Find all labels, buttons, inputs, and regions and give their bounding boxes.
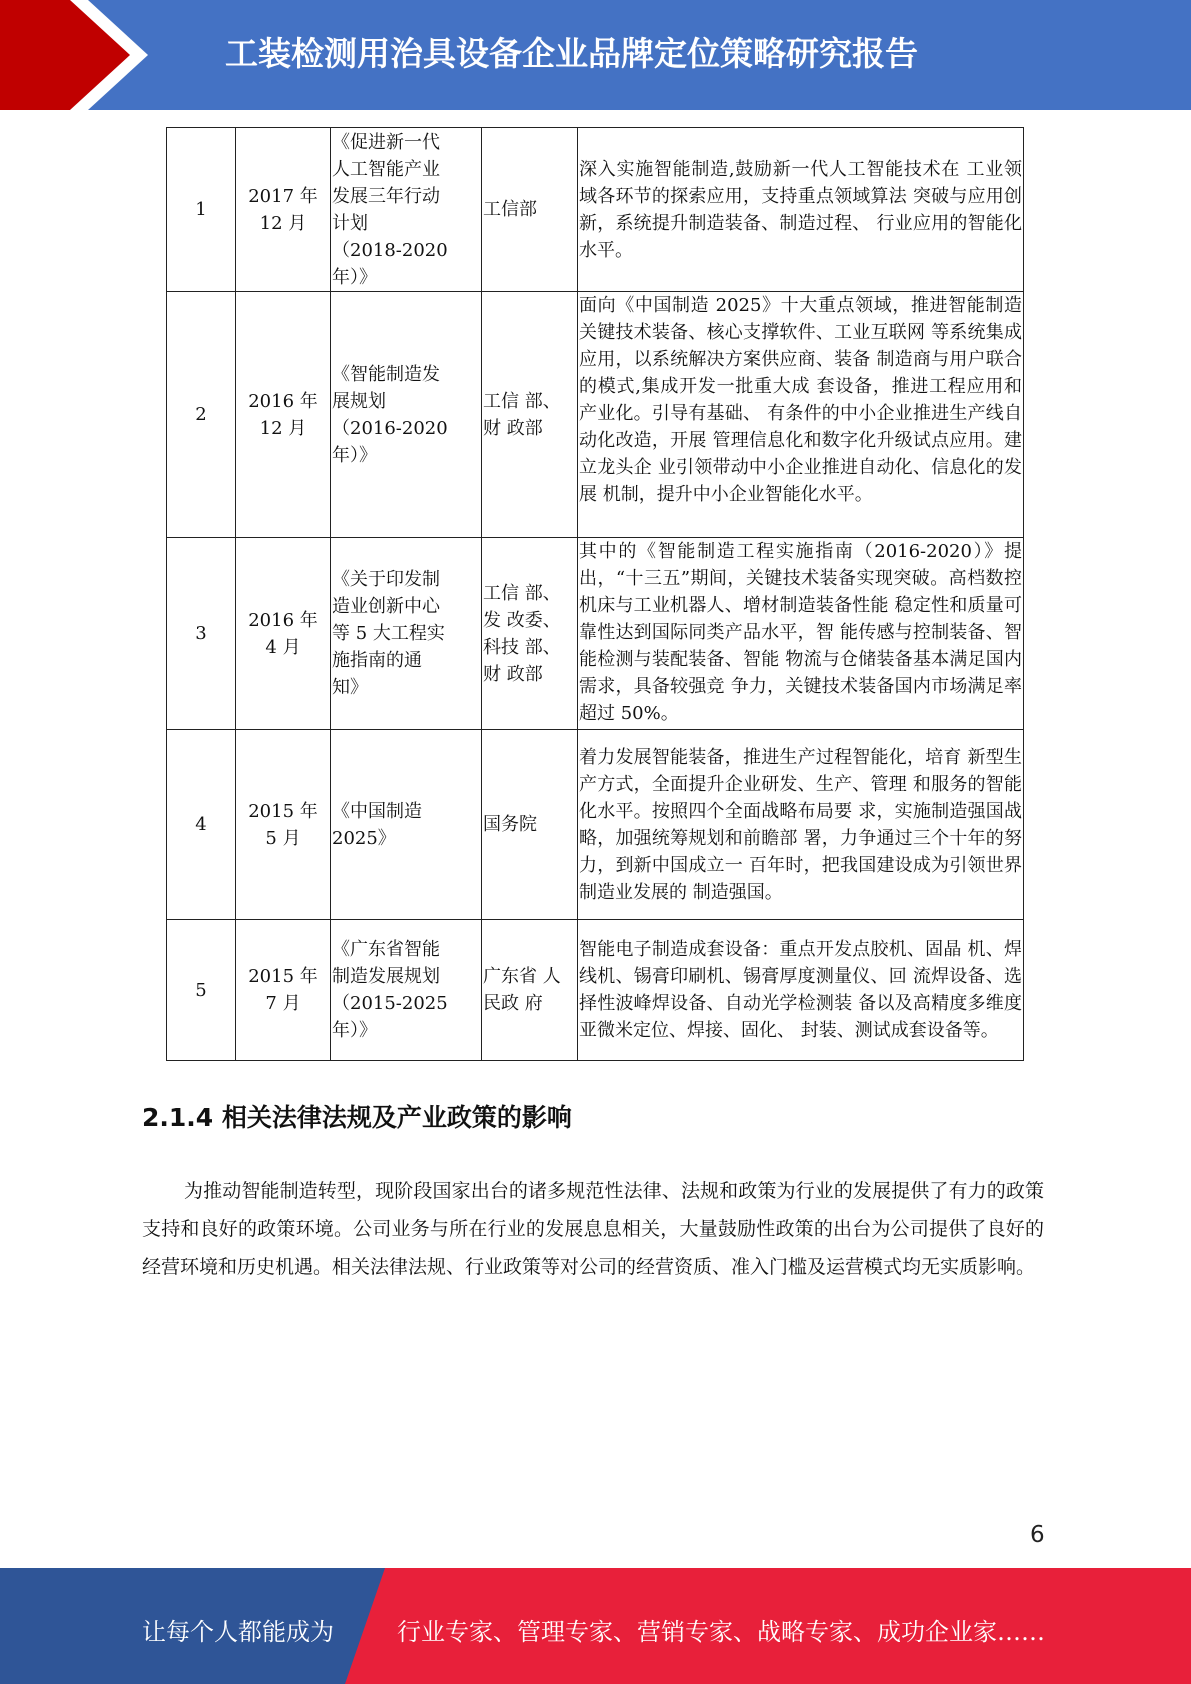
policy-description-cell: 智能电子制造成套设备：重点开发点胶机、固晶 机、焊线机、锡膏印刷机、锡膏厚度测量仪、回 流焊设备、选择性波峰焊设备、自动光学检测装 备以及高精度多维度亚微米定位、焊接、固化、 封装、测试成套设备等。 bbox=[578, 920, 1024, 1061]
cell-line: 2025》 bbox=[332, 827, 396, 849]
cell-line: 2015 年 bbox=[248, 966, 318, 987]
policy-name-cell bbox=[331, 920, 482, 1061]
policy-description-cell: 深入实施智能制造,鼓励新一代人工智能技术在 工业领域各环节的探索应用，支持重点领域算法 突破与应用创新，系统提升制造装备、制造过程、 行业应用的智能化水平。 bbox=[578, 128, 1024, 292]
cell-line: 工信部 bbox=[483, 199, 537, 220]
cell-line: 人工智能产业 bbox=[332, 158, 440, 180]
cell-line: 发展三年行动 bbox=[332, 185, 440, 207]
cell-line: 民政 府 bbox=[483, 993, 543, 1014]
cell-line: 年）》 bbox=[332, 1020, 377, 1041]
cell-line: 等 5 大工程实 bbox=[332, 623, 445, 644]
issuing-department-cell bbox=[482, 292, 578, 538]
footer-slogan-right: 行业专家、管理专家、营销专家、战略专家、成功企业家…… bbox=[397, 1618, 1045, 1646]
row-index-cell: 5 bbox=[167, 920, 236, 1061]
section-paragraph: 为推动智能制造转型，现阶段国家出台的诸多规范性法律、法规和政策为行业的发展提供了有力的政策支持和良好的政策环境。公司业务与所在行业的发展息息相关，大量鼓励性政策的出台为公司提供了良好的经营环境和历史机遇。相关法律法规、行业政策等对公司的经营资质、准入门槛及运营模式均无实质影响。 bbox=[142, 1180, 1044, 1278]
issue-date-cell bbox=[236, 730, 331, 920]
cell-line: 计划 bbox=[332, 212, 368, 234]
cell-line: 制造发展规划 bbox=[332, 966, 440, 987]
table-row bbox=[167, 730, 1024, 920]
policy-name-cell bbox=[331, 292, 482, 538]
cell-line: 4 月 bbox=[265, 636, 301, 658]
report-title: 工装检测用治具设备企业品牌定位策略研究报告 bbox=[225, 34, 918, 73]
cell-line: （2015-2025 bbox=[332, 993, 448, 1014]
issue-date-cell bbox=[236, 538, 331, 730]
cell-line: 发 改委、 bbox=[483, 609, 561, 631]
cell-line: 《关于印发制 bbox=[332, 569, 440, 590]
cell-line: 工信 部、 bbox=[483, 390, 561, 412]
policy-description-cell: 着力发展智能装备，推进生产过程智能化，培育 新型生产方式，全面提升企业研发、生产、管理 和服务的智能化水平。按照四个全面战略布局要 求，实施制造强国战略，加强统筹规划和前瞻部 署，力争通过三个十年的努力，到新中国成立一 百年时，把我国建设成为引领世界制造业发展的 制造强国。 bbox=[578, 730, 1024, 920]
cell-line: 工信 部、 bbox=[483, 582, 561, 604]
cell-line: 12 月 bbox=[259, 212, 307, 234]
cell-line: 科技 部、 bbox=[483, 636, 561, 658]
footer-slogan-left: 让每个人都能成为 bbox=[142, 1618, 334, 1646]
issuing-department-cell bbox=[482, 538, 578, 730]
cell-line: 5 月 bbox=[265, 827, 301, 849]
cell-line: 12 月 bbox=[259, 417, 307, 439]
row-index-cell: 3 bbox=[167, 538, 236, 730]
policy-table bbox=[166, 127, 1024, 1061]
section-heading: 2.1.4 相关法律法规及产业政策的影响 bbox=[142, 1103, 572, 1132]
cell-line: 财 政部 bbox=[483, 663, 543, 685]
header-arrow-decoration bbox=[0, 0, 160, 110]
cell-line: 年）》 bbox=[332, 266, 377, 288]
cell-line: 2015 年 bbox=[248, 800, 318, 822]
policy-name-cell bbox=[331, 128, 482, 292]
issue-date-cell bbox=[236, 292, 331, 538]
row-index-cell: 4 bbox=[167, 730, 236, 920]
cell-line: 2017 年 bbox=[248, 185, 318, 207]
cell-line: 《促进新一代 bbox=[332, 131, 440, 153]
table-row bbox=[167, 292, 1024, 538]
policy-name-cell bbox=[331, 538, 482, 730]
issuing-department-cell bbox=[482, 920, 578, 1061]
cell-line: （2016-2020 bbox=[332, 417, 448, 439]
cell-line: 国务院 bbox=[483, 814, 537, 835]
issuing-department-cell bbox=[482, 730, 578, 920]
cell-line: 2016 年 bbox=[248, 609, 318, 631]
table-row bbox=[167, 128, 1024, 292]
cell-line: 年）》 bbox=[332, 444, 377, 466]
policy-description-cell: 面向《中国制造 2025》十大重点领域，推进智能制造关键技术装备、核心支撑软件、工业互联网 等系统集成应用，以系统解决方案供应商、装备 制造商与用户联合的模式,集成开发一批重大成 套设备，推进工程应用和产业化。引导有基础、 有条件的中小企业推进生产线自动化改造，开展 管理信息化和数字化升级试点应用。建立龙头企 业引领带动中小企业推进自动化、信息化的发展 机制，提升中小企业智能化水平。 bbox=[578, 292, 1024, 538]
policy-name-cell bbox=[331, 730, 482, 920]
cell-line: 展规划 bbox=[332, 390, 386, 412]
cell-line: 《广东省智能 bbox=[332, 939, 440, 960]
cell-line: 《中国制造 bbox=[332, 800, 422, 822]
cell-line: 财 政部 bbox=[483, 417, 543, 439]
cell-line: 知》 bbox=[332, 677, 368, 698]
issue-date-cell bbox=[236, 128, 331, 292]
cell-line: 7 月 bbox=[265, 993, 301, 1014]
cell-line: 造业创新中心 bbox=[332, 596, 440, 617]
issue-date-cell bbox=[236, 920, 331, 1061]
table-row bbox=[167, 538, 1024, 730]
cell-line: （2018-2020 bbox=[332, 239, 448, 261]
row-index-cell: 2 bbox=[167, 292, 236, 538]
cell-line: 广东省 人 bbox=[483, 966, 561, 987]
cell-line: 施指南的通 bbox=[332, 650, 422, 671]
page-number: 6 bbox=[1030, 1522, 1045, 1548]
row-index-cell: 1 bbox=[167, 128, 236, 292]
policy-description-cell: 其中的《智能制造工程实施指南（2016-2020）》提出，“十三五”期间，关键技术装备实现突破。高档数控机床与工业机器人、增材制造装备性能 稳定性和质量可靠性达到国际同类产品水平，智 能传感与控制装备、智能检测与装配装备、智能 物流与仓储装备基本满足国内需求，具备较强竞 争力，关键技术装备国内市场满足率超过 50%。 bbox=[578, 538, 1024, 730]
issuing-department-cell bbox=[482, 128, 578, 292]
table-row bbox=[167, 920, 1024, 1061]
cell-line: 2016 年 bbox=[248, 390, 318, 412]
cell-line: 《智能制造发 bbox=[332, 363, 440, 385]
header-bar bbox=[0, 0, 1191, 110]
